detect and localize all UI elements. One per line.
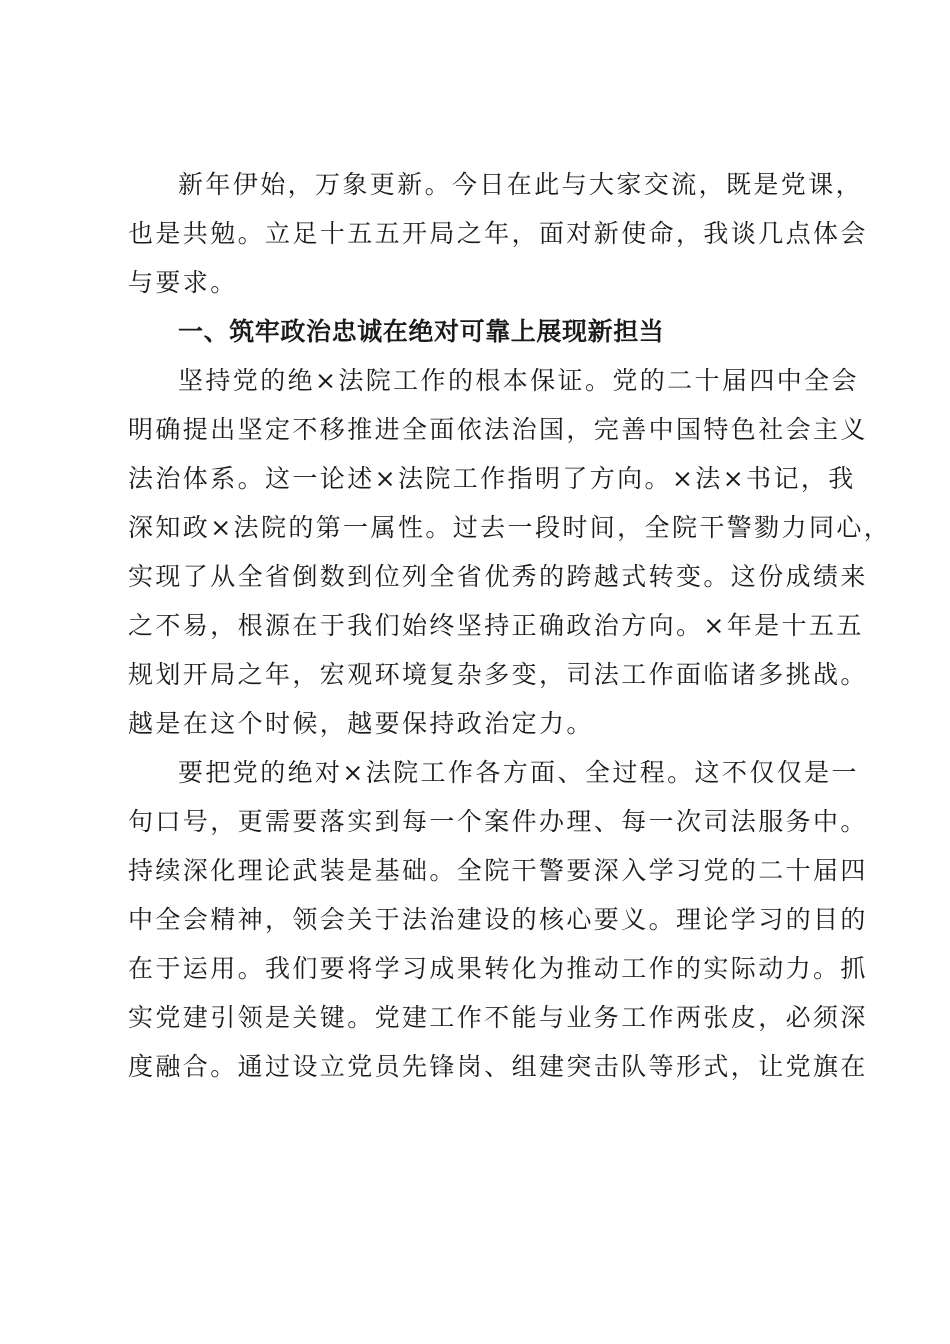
text-line: 中全会精神，领会关于法治建设的核心要义。理论学习的目的 bbox=[128, 905, 868, 934]
text-line: 与要求。 bbox=[128, 268, 238, 297]
paragraph-2 bbox=[128, 748, 868, 1091]
text-line: 持续深化理论武装是基础。全院干警要深入学习党的二十届四 bbox=[128, 856, 868, 885]
text-line: 实现了从全省倒数到位列全省优秀的跨越式转变。这份成绩来 bbox=[128, 562, 868, 591]
text-line: 在于运用。我们要将学习成果转化为推动工作的实际动力。抓 bbox=[128, 954, 868, 983]
document-body bbox=[128, 160, 892, 1091]
text-line: 要把党的绝对×法院工作各方面、全过程。这不仅仅是一 bbox=[178, 758, 859, 787]
text-line: 越是在这个时候，越要保持政治定力。 bbox=[128, 709, 594, 738]
paragraph-intro bbox=[128, 160, 868, 307]
text-line: 也是共勉。立足十五五开局之年，面对新使命，我谈几点体会 bbox=[128, 219, 868, 248]
text-line: 深知政×法院的第一属性。过去一段时间，全院干警勠力同心， bbox=[128, 513, 892, 542]
text-line: 新年伊始，万象更新。今日在此与大家交流，既是党课， bbox=[178, 170, 864, 199]
text-line: 句口号，更需要落实到每一个案件办理、每一次司法服务中。 bbox=[128, 807, 868, 836]
section-heading bbox=[128, 307, 828, 356]
text-line: 明确提出坚定不移推进全面依法治国，完善中国特色社会主义 bbox=[128, 415, 868, 444]
text-line: 坚持党的绝×法院工作的根本保证。党的二十届四中全会 bbox=[178, 366, 859, 395]
paragraph-1 bbox=[128, 356, 892, 748]
text-line: 法治体系。这一论述×法院工作指明了方向。×法×书记，我 bbox=[128, 464, 856, 493]
text-line: 之不易，根源在于我们始终坚持正确政治方向。×年是十五五 bbox=[128, 611, 864, 640]
text-line: 规划开局之年，宏观环境复杂多变，司法工作面临诸多挑战。 bbox=[128, 660, 868, 689]
text-line: 实党建引领是关键。党建工作不能与业务工作两张皮，必须深 bbox=[128, 1003, 868, 1032]
text-line: 度融合。通过设立党员先锋岗、组建突击队等形式，让党旗在 bbox=[128, 1052, 868, 1081]
heading-text: 一、筑牢政治忠诚在绝对可靠上展现新担当 bbox=[178, 317, 665, 346]
